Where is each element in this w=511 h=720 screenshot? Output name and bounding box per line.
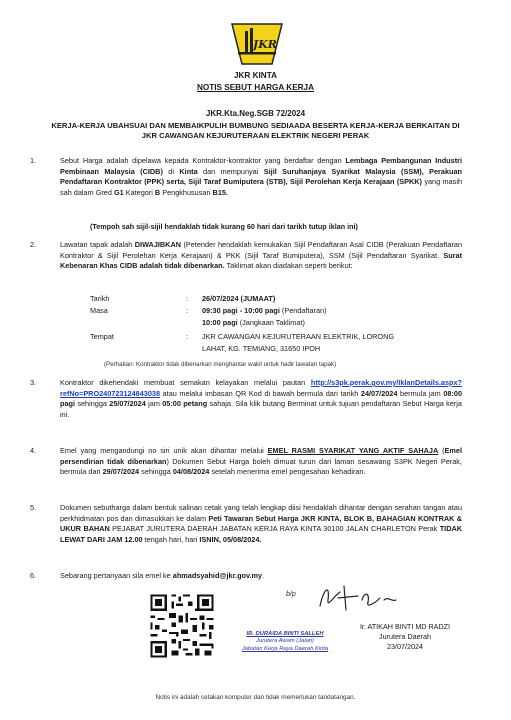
signatory-name: Ir. ATIKAH BINTI MD RADZI bbox=[359, 622, 451, 631]
project-title: KERJA-KERJA UBAHSUAI DAN MEMBAIKPULIH BUMBUNG SEDIAADA BESERTA KERJA-KERJA BERKAITAN DI JKR CAWANGAN KEJURUTERAAN ELEKTRIK NEGERI PERAK bbox=[51, 121, 460, 140]
s3pk-link[interactable]: http://s3pk.perak.gov.my/IklanDetails.aspx?refNo=PRO240723124843038 bbox=[60, 378, 462, 398]
org-name: JKR KINTA bbox=[233, 71, 278, 80]
schedule-place-label: Tempat bbox=[90, 332, 114, 341]
signatory-block bbox=[330, 622, 480, 652]
schedule-place-1: JKR CAWANGAN KEJURUTERAAN ELEKTRIK, LORONG bbox=[202, 332, 395, 341]
stamp-department: Jabatan Kerja Raya Daerah Kinta bbox=[241, 645, 329, 652]
item-text: Sebarang pertanyaan sila emel ke ahmadsyahid@jkr.gov.my. bbox=[60, 571, 265, 580]
reference-number: JKR.Kta.Neg.SGB 72/2024 bbox=[205, 109, 306, 118]
schedule-time-2: 10:00 pagi (Jangkaan Taklimat) bbox=[202, 318, 305, 327]
item-3 bbox=[30, 378, 463, 420]
validity-note: (Tempoh sah sijil-sijil hendaklah tidak kurang 60 hari dari tarikh tutup iklan ini) bbox=[90, 222, 358, 231]
item-1 bbox=[30, 156, 463, 198]
schedule-colon: : bbox=[186, 306, 189, 315]
qr-code[interactable] bbox=[148, 592, 216, 660]
jkr-logo bbox=[228, 22, 286, 66]
official-stamp bbox=[232, 631, 338, 653]
notice-title: NOTIS SEBUT HARGA KERJA bbox=[196, 83, 315, 92]
signatory-title: Jurutera Daerah bbox=[379, 632, 431, 641]
item-number: 2. bbox=[30, 240, 37, 249]
item-4 bbox=[30, 446, 462, 478]
item-2 bbox=[30, 240, 462, 272]
bp-mark: b/p bbox=[286, 591, 296, 598]
item-number: 6. bbox=[30, 571, 37, 580]
handwritten-signature bbox=[300, 578, 420, 618]
footer-note: Notis ini adalah cetakan komputer dan tidak memerlukan tandatangan. bbox=[155, 694, 356, 701]
item-text: Emel yang mengandungi no siri unik akan dihantar melalui EMEL RASMI SYARIKAT YANG AKTIF SAHAJA (Emel persendirian tidak dibenarkan) Dokumen Sebut Harga boleh dimuat turun dari laman sesawang S3PK Negeri Perak, bermula dari 29/07/2024 sehingga 04/08/2024 setelah menerima emel pengesahan kehadiran. bbox=[60, 446, 462, 477]
item-number: 1. bbox=[30, 156, 37, 165]
logo-text: JKR bbox=[253, 38, 277, 51]
schedule-date-label: Tarikh bbox=[90, 294, 110, 303]
item-number: 4. bbox=[30, 446, 37, 455]
schedule-date-value: 26/07/2024 (JUMAAT) bbox=[202, 294, 276, 303]
stamp-title: Jurutera Awam (Jalan) bbox=[256, 638, 314, 645]
item-text: Lawatan tapak adalah DIWAJIBKAN (Petender hendaklah kemukakan Sijil Pendaftaran Asal CIDB (Perakuan Pendaftaran Kontraktor & Sijil Perolehan Kerja Kerajaan) & PKK (Sijil Taraf Bumiputera), SSM (Sijil Pendaftaran Syarikat. Surat Kebenaran Khas CIDB adalah tidak dibenarkan. Taklimat akan diadakan seperti berikut: bbox=[60, 240, 462, 271]
schedule-place-2: LAHAT, KG. TEMIANG, 31650 IPOH bbox=[202, 344, 321, 353]
schedule-colon: : bbox=[186, 294, 189, 303]
item-text: Dokumen sebutharga dalam bentuk salinan cetak yang telah lengkap diisi hendaklah dihantar dengan serahan tangan atau perkhidmatan pos dan dimasukkan ke dalam Peti Tawaran Sebut Harga JKR KINTA, BLOK B, BAHAGIAN KONTRAK & UKUR BAHAN PEJABAT JURUTERA DAERAH JABATAN KERJA RAYA KINTA 30100 JALAN CHARLETON Perak TIDAK LEWAT DARI JAM 12.00 tengah hari, hari ISNIN, 05/08/2024. bbox=[60, 503, 462, 544]
schedule-colon: : bbox=[186, 332, 189, 341]
schedule-time-1: 09:30 pagi - 10:00 pagi (Pendaftaran) bbox=[202, 306, 327, 315]
signature-date: 23/07/2024 bbox=[387, 642, 423, 651]
contact-email[interactable]: ahmadsyahid@jkr.gov.my bbox=[172, 571, 263, 580]
schedule-time-label: Masa bbox=[90, 306, 108, 315]
site-visit-warning: (Perhatian: Kontraktor tidak dibenarkan menghantar wakil untuk hadir lawatan tapak) bbox=[104, 361, 337, 368]
item-5 bbox=[30, 503, 462, 545]
item-text: Kontraktor dikehendaki membuat semakan kelayakan melalui pautan http://s3pk.perak.gov.my/IklanDetails.aspx?refNo=PRO240723124843038 atau melalui imbasan QR Kod di bawah bermula dari tarikh 24/07/2024 bermula jam 08:00 pagi sehingga 25/07/2024 jam 05:00 petang sahaja. Sila klik butang Berminat untuk tujuan pendaftaran Sebut Harga kerja ini. bbox=[60, 378, 463, 419]
stamp-name: IR. DURAIDA BINTI SALLEH bbox=[246, 631, 324, 637]
item-number: 5. bbox=[30, 503, 37, 512]
item-text: Sebut Harga adalah dipelawa kepada Kontraktor-kontraktor yang berdaftar dengan Lembaga Pembangunan Industri Pembinaan Malaysia (CIDB) di Kinta dan mempunyai Sijil Suruhanjaya Syarikat Malaysia (SSM), Perakuan Pendaftaran Kontraktor (PPK) serta, Sijil Taraf Bumiputera (STB), Sijil Perolehan Kerja Kerajaan (SPKK) yang masih sah dalam Gred G1 Kategori B Pengkhususan B15. bbox=[60, 156, 463, 197]
item-number: 3. bbox=[30, 378, 37, 387]
